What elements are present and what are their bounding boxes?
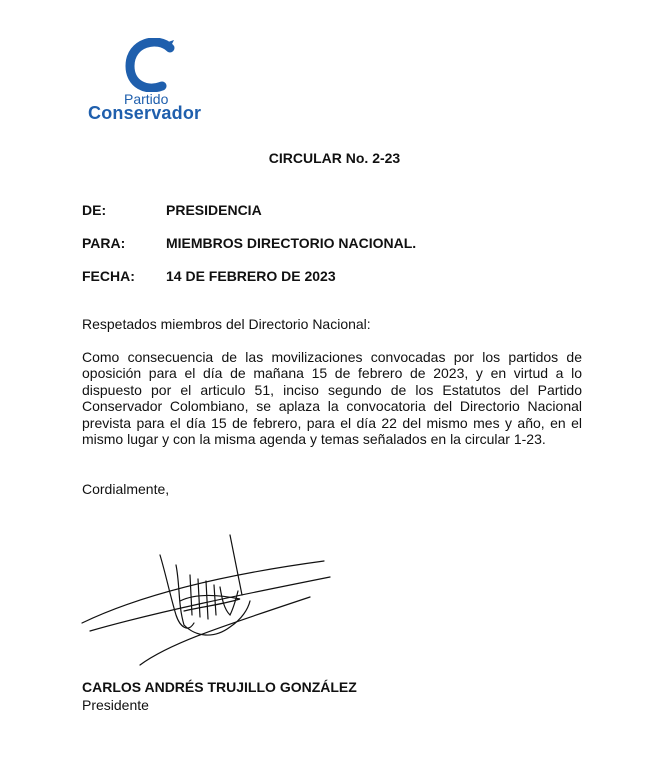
header-de bbox=[82, 202, 262, 218]
fecha-value: 14 DE FEBRERO DE 2023 bbox=[166, 268, 336, 284]
party-logo bbox=[82, 36, 222, 126]
para-value: MIEMBROS DIRECTORIO NACIONAL. bbox=[166, 235, 417, 251]
circular-title: CIRCULAR No. 2-23 bbox=[268, 150, 401, 166]
de-value: PRESIDENCIA bbox=[166, 202, 262, 218]
header-fecha bbox=[82, 268, 336, 284]
logo-line-2: Conservador bbox=[88, 103, 202, 123]
header-para bbox=[82, 235, 416, 251]
de-label: DE: bbox=[82, 202, 107, 218]
greeting: Respetados miembros del Directorio Nacional: bbox=[82, 316, 371, 332]
fecha-label: FECHA: bbox=[82, 268, 135, 284]
signer-role: Presidente bbox=[82, 697, 149, 713]
signer-name: CARLOS ANDRÉS TRUJILLO GONZÁLEZ bbox=[82, 679, 357, 695]
conservative-c-icon bbox=[122, 38, 178, 92]
para-label: PARA: bbox=[82, 235, 126, 251]
closing: Cordialmente, bbox=[82, 481, 170, 497]
letter-body: Como consecuencia de las movilizaciones convocadas por los partidos de oposición para el día de mañana 15 de febrero de 2023, y en virtud a lo dispuesto por el articulo 51, inciso segundo de los Estatutos del Partido Conservador Colombiano, se aplaza la convocatoria del Directorio Nacional prevista para el día 15 de febrero, para el día 22 del mismo mes y año, en el mismo lugar y con la misma agenda y temas señalados en la circular 1-23. bbox=[82, 349, 582, 448]
logo-line-1: Partido bbox=[124, 91, 169, 107]
handwritten-signature bbox=[80, 515, 340, 675]
